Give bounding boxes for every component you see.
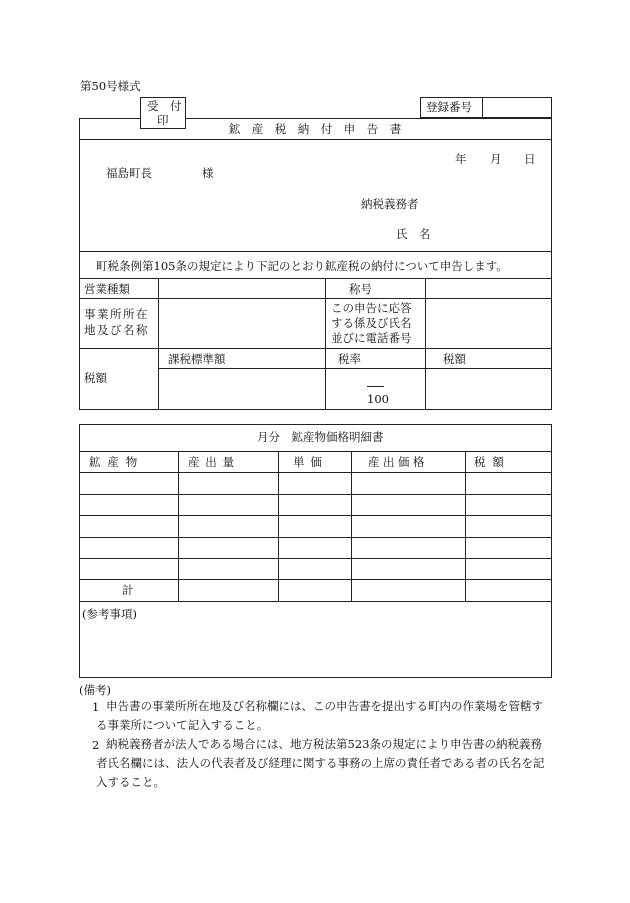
table-row (79, 494, 552, 495)
form-number: 第50号様式 (80, 79, 141, 93)
tax-row-label: 税額 (84, 371, 107, 385)
table-row (79, 537, 552, 538)
divider (79, 251, 552, 252)
divider (79, 601, 552, 602)
tax-rate-denominator: 100 (367, 392, 389, 406)
detail-header-output: 産出量 (188, 455, 240, 469)
detail-header-tax: 税額 (474, 455, 511, 469)
form-title: 鉱 産 税 納 付 申 告 書 (228, 122, 402, 136)
divider (482, 98, 483, 117)
divider (79, 139, 552, 140)
divider (425, 348, 426, 410)
office-location-label-1: 事業所所在 (84, 307, 149, 321)
table-row (79, 579, 552, 580)
office-location-label-2: 地及び名称 (84, 323, 149, 337)
registration-label: 登録番号 (426, 100, 472, 114)
divider (79, 278, 552, 279)
addressee-honorific: 様 (202, 166, 214, 180)
trade-name-label: 称号 (349, 282, 372, 296)
tax-amount-header: 税額 (443, 352, 466, 366)
stamp-label-2: 印 (157, 113, 169, 127)
table-row (79, 515, 552, 516)
date-month-label: 月 (490, 152, 502, 166)
detail-title: 月分 鉱産物価格明細書 (257, 430, 384, 444)
divider (79, 348, 552, 349)
divider (79, 298, 552, 299)
taxpayer-label: 納税義務者 (361, 197, 419, 211)
addressee-office: 福島町長 (106, 166, 152, 180)
fraction-bar (367, 386, 384, 387)
detail-header-mineral: 鉱産物 (89, 455, 145, 469)
table-row (79, 558, 552, 559)
remarks-label: (参考事項) (82, 607, 137, 621)
taxpayer-name-label: 氏 名 (396, 227, 431, 241)
note-number-2: 2 (92, 738, 100, 752)
detail-header-output-value: 産出価格 (368, 455, 428, 469)
note-1: 申告書の事業所所在地及び名称欄には、この申告書を提出する町内の作業場を管轄する事業所について記入すること。 (96, 699, 543, 732)
date-year-label: 年 (455, 152, 467, 166)
tax-rate-header: 税率 (338, 352, 361, 366)
contact-label-2: する係及び氏名 (331, 316, 412, 330)
divider (79, 451, 552, 452)
declaration-text: 町税条例第105条の規定により下記のとおり鉱産税の納付について申告します。 (96, 259, 508, 273)
stamp-label-1: 受 付 (147, 99, 182, 113)
tax-base-header: 課税標準額 (168, 352, 226, 366)
divider (158, 368, 552, 369)
table-row (79, 472, 552, 473)
contact-label-1: この申告に応答 (331, 301, 412, 315)
business-type-label: 営業種類 (84, 282, 130, 296)
divider (425, 278, 426, 348)
note-2: 納税義務者が法人である場合には、地方税法第523条の規定により申告書の納税義務者氏名欄には、法人の代表者及び経理に関する事務の上席の責任者である者の氏名を記入すること。 (96, 737, 545, 789)
date-day-label: 日 (524, 152, 536, 166)
registration-number-box (420, 97, 552, 118)
total-label: 計 (122, 583, 134, 597)
notes-heading: (備考) (79, 683, 111, 697)
detail-header-unit-price: 単価 (293, 455, 328, 469)
receipt-stamp-box (140, 97, 186, 129)
contact-label-3: 並びに電話番号 (331, 331, 412, 345)
note-number-1: 1 (92, 700, 100, 714)
